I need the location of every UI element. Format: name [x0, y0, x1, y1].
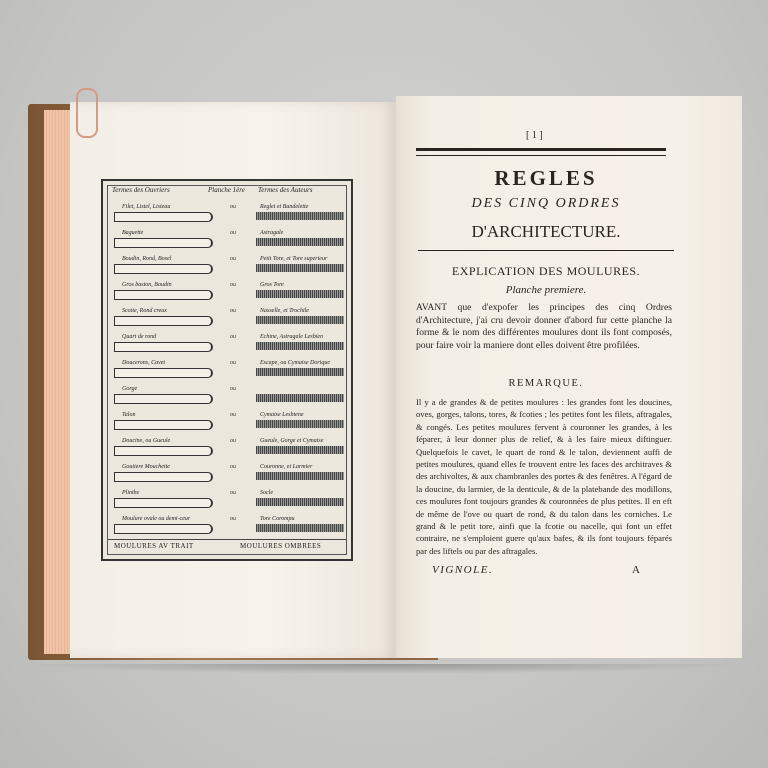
plate-row-term-authors: Nasselle, et Trochile — [260, 308, 309, 314]
plate-row-ou: ou — [230, 464, 236, 470]
plate-row-ou: ou — [230, 308, 236, 314]
moulding-shaded — [256, 212, 344, 220]
book-shadow — [20, 664, 744, 674]
moulding-shaded — [256, 264, 344, 272]
plate-foot-left: MOULURES AV TRAIT — [114, 542, 194, 550]
moulding-plate — [101, 179, 353, 561]
footer-sheet-mark: A — [632, 564, 640, 576]
plate-row-term-workers: Quart de rond — [122, 334, 157, 340]
moulding-outline — [114, 498, 213, 508]
moulding-outline — [114, 342, 213, 352]
moulding-shaded — [256, 368, 344, 376]
moulding-outline — [114, 524, 213, 534]
remark-heading: REMARQUE. — [508, 378, 584, 389]
moulding-shaded — [256, 394, 344, 402]
moulding-shaded — [256, 524, 344, 532]
moulding-outline — [114, 290, 213, 300]
plate-row — [112, 412, 342, 430]
moulding-outline — [114, 316, 213, 326]
moulding-outline — [114, 394, 213, 404]
plate-row — [112, 256, 342, 274]
section-subheading: Planche premiere. — [505, 284, 587, 296]
paper-clip — [76, 88, 98, 138]
plate-row-ou: ou — [230, 334, 236, 340]
plate-row-term-authors: Astragale — [260, 230, 284, 236]
plate-row-ou: ou — [230, 490, 236, 496]
plate-row-term-workers: Baguette — [122, 230, 144, 236]
plate-foot-right: MOULURES OMBREES — [240, 542, 322, 550]
plate-row-term-workers: Filet, Listel, Listeau — [122, 204, 171, 210]
plate-row-term-authors: Socle — [260, 490, 273, 496]
moulding-shaded — [256, 498, 344, 506]
remark-paragraph: Il y a de grandes & de petites moulures : les grandes font les doucines, oves, gorges, talons, tores, & fcoties ; les petites font les filets, aftragales, & congés. Les petites moulures fervent à couronner les grandes, à les féparer, à leur donner plus de relief, & à les faire mieux diftinguer. Quelquefois le cavet, le quart de rond & le talon, deviennent auffi de petites moulures, quand elles fe trouvent entre les faces des architraves & des archivoltes, & aux chambranles des portes & des fenêtres. A l'égard de la doucine, du larmier, de la denticule, & de la platebande des modillons, ces moulures font toujours grandes & couronnées de plus petites. Il en eft de même de l'ove ou quart de rond, & du talon dans les corniches. Le grand & le petit tore, ainfi que la fcotie ou nacelle, qui font un effet contraire, ne s'emploient guere qu'aux bafes, & ils font toujours féparés par des liftels ou par des aftragales. — [416, 397, 672, 556]
moulding-shaded — [256, 238, 344, 246]
plate-row-term-workers: Scotie, Rond creux — [122, 308, 167, 314]
title-architecture: D'ARCHITECTURE. — [471, 222, 621, 241]
plate-row — [112, 490, 342, 508]
intro-paragraph: AVANT que d'expofer les principes des cinq Ordres d'Architecture, j'ai cru devoir donner d'abord fur cette planche la forme & le nom des différentes moulures dont ils font composés, pour faire voir la maniere dont elles doivent être profilées. — [416, 302, 672, 351]
plate-row-term-workers: Moulure ovale ou demi-ceur — [122, 516, 191, 522]
plate-row-term-authors: Reglet et Bandelette — [260, 204, 309, 210]
plate-row — [112, 438, 342, 456]
plate-row-term-authors: Echine, Astragale Lesbien — [260, 334, 324, 340]
plate-row — [112, 282, 342, 300]
plate-row-term-authors: Cymaise Lesbiene — [260, 412, 304, 418]
plate-row-term-workers: Doucine, ou Gueule — [122, 438, 171, 444]
plate-row — [112, 386, 342, 404]
moulding-outline — [114, 368, 213, 378]
title-rule — [418, 250, 674, 251]
moulding-shaded — [256, 316, 344, 324]
plate-row-term-authors: Couronne, et Larmier — [260, 464, 313, 470]
moulding-outline — [114, 264, 213, 274]
moulding-outline — [114, 212, 213, 222]
plate-row — [112, 230, 342, 248]
plate-row-ou: ou — [230, 386, 236, 392]
plate-row-term-authors: Gros Tore — [260, 282, 284, 288]
plate-row-term-workers: Talon — [122, 412, 136, 418]
plate-row — [112, 464, 342, 482]
open-book — [28, 96, 742, 664]
plate-row-term-workers: Doucerons, Cavet — [122, 360, 166, 366]
plate-row-term-authors: Gueule, Gorge et Cymaise — [260, 438, 324, 444]
plate-row — [112, 334, 342, 352]
moulding-shaded — [256, 342, 344, 350]
moulding-shaded — [256, 420, 344, 428]
plate-row-term-workers: Boudin, Rond, Bosel — [122, 256, 172, 262]
title-regles: REGLES — [494, 166, 598, 190]
plate-row-term-authors: Tore Corompu — [260, 516, 295, 522]
moulding-shaded — [256, 472, 344, 480]
plate-row-ou: ou — [230, 516, 236, 522]
title-ordres: DES CINQ ORDRES — [471, 196, 621, 211]
moulding-outline — [114, 446, 213, 456]
plate-row — [112, 308, 342, 326]
plate-row-ou: ou — [230, 412, 236, 418]
plate-row-term-workers: Goutiere Mouchette — [122, 464, 170, 470]
plate-row-ou: ou — [230, 438, 236, 444]
plate-row-term-workers: Gorge — [122, 386, 138, 392]
plate-row — [112, 204, 342, 222]
plate-row-term-workers: Plinthe — [122, 490, 140, 496]
top-rule — [416, 148, 666, 156]
footer-signature: VIGNOLE. — [432, 564, 494, 576]
plate-head-left: Termes des Ouvriers — [112, 186, 170, 194]
plate-row-ou: ou — [230, 204, 236, 210]
plate-footer — [108, 539, 346, 554]
plate-head-mid: Planche 1ère — [208, 186, 245, 194]
plate-row-ou: ou — [230, 360, 236, 366]
plate-row-term-authors: Escape, ou Cymaise Dorique — [260, 360, 330, 366]
moulding-shaded — [256, 446, 344, 454]
page-number: [ 1 ] — [526, 130, 543, 141]
moulding-outline — [114, 420, 213, 430]
plate-row-ou: ou — [230, 230, 236, 236]
plate-row-ou: ou — [230, 282, 236, 288]
plate-row-term-workers: Gros baston, Boudin — [122, 282, 172, 288]
section-heading: EXPLICATION DES MOULURES. — [451, 264, 641, 278]
plate-row-term-authors: Petit Tore, et Tore superieur — [260, 256, 328, 262]
plate-frame — [107, 185, 347, 555]
plate-row-ou: ou — [230, 256, 236, 262]
moulding-shaded — [256, 290, 344, 298]
moulding-outline — [114, 472, 213, 482]
plate-head-right: Termes des Auteurs — [258, 186, 313, 194]
plate-row — [112, 360, 342, 378]
plate-row — [112, 516, 342, 534]
moulding-outline — [114, 238, 213, 248]
